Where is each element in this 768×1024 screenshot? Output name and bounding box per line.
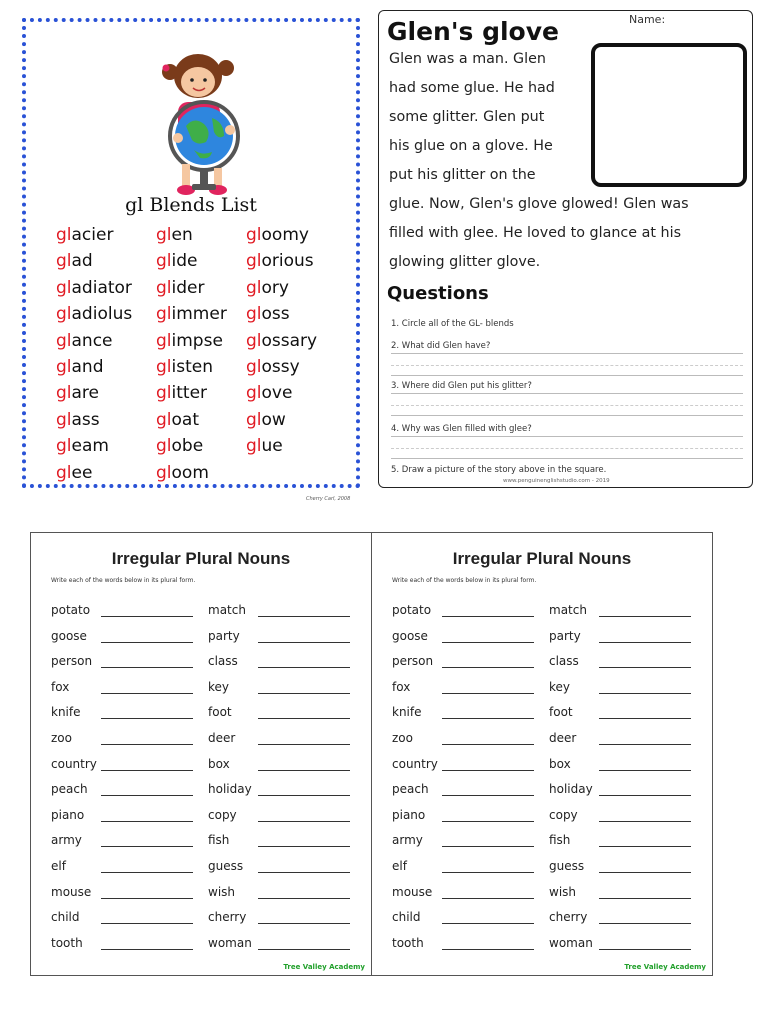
gl-word [246, 407, 317, 433]
plural-instructions: Write each of the words below in its plural form. [392, 577, 537, 584]
gl-word [156, 407, 227, 433]
girl-with-globe-illustration [154, 46, 244, 202]
gl-word-ending: ossy [261, 356, 300, 377]
plural-instructions: Write each of the words below in its plural form. [51, 577, 196, 584]
gl-word-ending: oat [171, 409, 199, 430]
plural-word: party [549, 628, 581, 643]
plural-answer-line[interactable] [442, 795, 534, 796]
plural-word: child [51, 910, 80, 925]
answer-line[interactable] [391, 353, 743, 354]
gl-list-credit: Cherry Carl, 2008 [306, 496, 351, 502]
gl-prefix: gl [246, 251, 262, 272]
gl-word [246, 275, 317, 301]
plural-answer-line[interactable] [599, 693, 691, 694]
school-footer: Tree Valley Academy [283, 963, 365, 971]
gl-word-ending: oomy [261, 225, 309, 245]
plural-answer-line[interactable] [258, 744, 350, 745]
plural-answer-line[interactable] [101, 821, 193, 822]
gl-prefix: gl [56, 277, 72, 298]
plural-answer-line[interactable] [101, 846, 193, 847]
plural-word: box [208, 756, 230, 771]
gl-word-ending: ossary [261, 330, 318, 351]
gl-prefix: gl [156, 462, 172, 483]
gl-word-ending: ass [71, 409, 100, 430]
plural-answer-line[interactable] [599, 872, 691, 873]
plural-answer-line[interactable] [258, 770, 350, 771]
plural-word: key [208, 679, 230, 694]
drawing-square[interactable] [591, 43, 747, 187]
gl-prefix: gl [56, 462, 72, 483]
gl-prefix: gl [246, 330, 262, 351]
answer-line[interactable] [391, 415, 743, 416]
plural-answer-line[interactable] [442, 898, 534, 899]
question-3: 3. Where did Glen put his glitter? [391, 381, 532, 391]
gl-prefix: gl [156, 251, 172, 272]
gl-word-ending: ider [171, 277, 205, 298]
plural-answer-line[interactable] [442, 770, 534, 771]
plural-word: key [549, 679, 571, 694]
gl-prefix: gl [156, 225, 172, 245]
plural-answer-line[interactable] [258, 667, 350, 668]
plural-answer-line[interactable] [599, 616, 691, 617]
plural-word: deer [208, 731, 236, 745]
plural-word: piano [51, 807, 85, 822]
answer-guide-line [391, 405, 743, 406]
plural-answer-line[interactable] [101, 923, 193, 924]
plural-answer-line[interactable] [258, 949, 350, 950]
answer-guide-line [391, 448, 743, 449]
answer-line[interactable] [391, 375, 743, 376]
gl-word [246, 380, 317, 406]
plural-worksheet-left [30, 532, 372, 976]
plural-word: elf [51, 859, 66, 873]
gl-word [56, 222, 132, 248]
story-line: put his glitter on the [389, 167, 536, 183]
plural-answer-line[interactable] [599, 795, 691, 796]
worksheet-footer-url: www.penguinenglishstudio.com - 2019 [503, 478, 610, 484]
plural-word: box [549, 756, 571, 771]
gl-word [156, 222, 227, 248]
plural-answer-line[interactable] [599, 770, 691, 771]
gl-word-ending: ee [71, 462, 93, 483]
plural-word: goose [51, 628, 87, 643]
plural-word: cherry [208, 910, 247, 925]
story-line: filled with glee. He loved to glance at his [389, 225, 682, 241]
plural-answer-line[interactable] [101, 718, 193, 719]
gl-prefix: gl [156, 409, 172, 430]
gl-word-ending: ance [71, 330, 113, 351]
gl-word-ending: adiator [71, 277, 132, 298]
plural-answer-line[interactable] [442, 642, 534, 643]
gl-word [246, 301, 317, 327]
plural-word: tooth [392, 935, 424, 950]
gl-word-ending: ory [261, 277, 289, 298]
gl-word [246, 433, 317, 459]
plural-word: class [208, 654, 238, 669]
gl-word-ending: immer [171, 304, 227, 325]
gl-blends-card [22, 18, 360, 488]
gl-word [156, 248, 227, 274]
gl-word-ending: adiolus [71, 304, 133, 325]
gl-word [56, 301, 132, 327]
plural-word: army [51, 833, 82, 848]
plural-answer-line[interactable] [442, 821, 534, 822]
plural-word: foot [549, 705, 573, 720]
plural-answer-line[interactable] [258, 693, 350, 694]
plural-answer-line[interactable] [258, 923, 350, 924]
plural-answer-line[interactable] [258, 872, 350, 873]
plural-worksheet-title: Irregular Plural Nouns [452, 549, 632, 568]
gl-prefix: gl [246, 277, 262, 298]
story-line: had some glue. He had [389, 80, 555, 96]
plural-word: deer [549, 731, 577, 745]
gl-prefix: gl [56, 436, 72, 457]
gl-word-ending: oom [171, 462, 209, 483]
story-title: Glen's glove [387, 17, 559, 46]
plural-answer-line[interactable] [442, 693, 534, 694]
plural-answer-line[interactable] [101, 795, 193, 796]
plural-word: person [51, 654, 93, 669]
gl-prefix: gl [156, 436, 172, 457]
plural-word: potato [392, 603, 432, 617]
plural-answer-line[interactable] [101, 693, 193, 694]
gl-word-ending: ad [71, 251, 93, 272]
gl-word-ending: obe [171, 436, 204, 457]
questions-heading: Questions [387, 283, 489, 304]
gl-word [246, 354, 317, 380]
plural-word: copy [549, 807, 578, 822]
plural-word: child [392, 910, 421, 925]
gl-word-ending: eam [71, 436, 109, 457]
gl-word [156, 354, 227, 380]
gl-prefix: gl [56, 304, 72, 325]
gl-word [156, 433, 227, 459]
story-line: his glue on a glove. He [389, 138, 553, 154]
gl-prefix: gl [56, 330, 72, 351]
answer-line[interactable] [391, 393, 743, 394]
plural-word: copy [208, 807, 237, 822]
name-label: Name: [629, 13, 666, 26]
plural-answer-line[interactable] [599, 667, 691, 668]
plural-word: cherry [549, 910, 588, 925]
gl-word-ending: isten [171, 356, 213, 377]
plural-answer-line[interactable] [101, 616, 193, 617]
plural-answer-line[interactable] [442, 744, 534, 745]
plural-word: peach [51, 782, 88, 797]
plural-answer-line[interactable] [101, 949, 193, 950]
gl-word [246, 222, 317, 248]
plural-word: party [208, 628, 240, 643]
plural-word: holiday [549, 782, 593, 797]
gl-word [56, 380, 132, 406]
plural-answer-line[interactable] [442, 667, 534, 668]
plural-word: zoo [51, 731, 72, 745]
plural-word: piano [392, 807, 426, 822]
plural-answer-line[interactable] [101, 744, 193, 745]
plural-word: match [208, 603, 246, 617]
gl-word-ending: ove [261, 383, 293, 404]
story-line: Glen was a man. Glen [389, 51, 546, 67]
gl-word [56, 275, 132, 301]
plural-answer-line[interactable] [599, 744, 691, 745]
plural-word: country [392, 756, 438, 771]
gl-word-ending: ow [261, 409, 286, 430]
gl-word [246, 328, 317, 354]
plural-word: country [51, 756, 97, 771]
gl-prefix: gl [246, 383, 262, 404]
gl-prefix: gl [56, 409, 72, 430]
plural-word: mouse [392, 884, 433, 899]
plural-answer-line[interactable] [442, 949, 534, 950]
gl-word [156, 275, 227, 301]
plural-answer-line[interactable] [599, 821, 691, 822]
plural-answer-line[interactable] [101, 770, 193, 771]
plural-word: wish [208, 884, 236, 899]
plural-word: elf [392, 859, 407, 873]
gl-word [56, 460, 132, 486]
gl-prefix: gl [246, 436, 262, 457]
plural-answer-line[interactable] [599, 718, 691, 719]
plural-word: peach [392, 782, 429, 797]
story-line: glowing glitter glove. [389, 254, 541, 270]
story-line: some glitter. Glen put [389, 109, 545, 125]
plural-word: wish [549, 884, 577, 899]
gl-word [156, 301, 227, 327]
plural-word: knife [51, 705, 81, 720]
plural-answer-line[interactable] [258, 642, 350, 643]
gl-prefix: gl [56, 356, 72, 377]
story-line: glue. Now, Glen's glove glowed! Glen was [389, 196, 689, 212]
gl-prefix: gl [56, 225, 72, 245]
plural-answer-line[interactable] [101, 642, 193, 643]
gl-prefix: gl [156, 383, 172, 404]
gl-prefix: gl [156, 277, 172, 298]
plural-word: mouse [51, 884, 92, 899]
plural-answer-line[interactable] [599, 923, 691, 924]
gl-word [56, 328, 132, 354]
gl-prefix: gl [246, 356, 262, 377]
gl-word [156, 460, 227, 486]
plural-word: zoo [392, 731, 413, 745]
gl-word-ending: and [71, 356, 104, 377]
gl-word [156, 328, 227, 354]
plural-word: foot [208, 705, 232, 720]
plural-answer-line[interactable] [258, 821, 350, 822]
answer-line[interactable] [391, 458, 743, 459]
glens-glove-card [378, 10, 753, 488]
plural-word: goose [392, 628, 428, 643]
plural-answer-line[interactable] [599, 846, 691, 847]
plural-word: fox [51, 679, 70, 694]
plural-answer-line[interactable] [599, 642, 691, 643]
gl-prefix: gl [56, 383, 72, 404]
gl-word [56, 354, 132, 380]
plural-word: guess [549, 859, 585, 873]
plural-answer-line[interactable] [599, 898, 691, 899]
plural-word: woman [208, 935, 252, 950]
plural-word: knife [392, 705, 422, 720]
question-1: 1. Circle all of the GL- blends [391, 319, 514, 329]
gl-word-ending: itter [171, 383, 208, 404]
plural-answer-line[interactable] [101, 667, 193, 668]
plural-answer-line[interactable] [258, 846, 350, 847]
gl-word-ending: oss [261, 304, 290, 325]
gl-word [56, 433, 132, 459]
gl-word-ending: orious [261, 251, 314, 272]
gl-word-column-2 [156, 222, 227, 486]
gl-prefix: gl [156, 330, 172, 351]
plural-word: holiday [208, 782, 252, 797]
plural-word: tooth [51, 935, 83, 950]
gl-word-ending: en [171, 225, 193, 245]
gl-prefix: gl [156, 356, 172, 377]
gl-prefix: gl [246, 409, 262, 430]
plural-word: match [549, 603, 587, 617]
plural-answer-line[interactable] [101, 872, 193, 873]
gl-word-ending: acier [71, 225, 114, 245]
question-2: 2. What did Glen have? [391, 341, 491, 351]
plural-answer-line[interactable] [258, 616, 350, 617]
gl-word [56, 407, 132, 433]
gl-prefix: gl [56, 251, 72, 272]
plural-answer-line[interactable] [442, 923, 534, 924]
plural-word: person [392, 654, 434, 669]
plural-word: fox [392, 679, 411, 694]
plural-answer-line[interactable] [442, 872, 534, 873]
gl-word-ending: impse [171, 330, 223, 351]
answer-line[interactable] [391, 436, 743, 437]
question-4: 4. Why was Glen filled with glee? [391, 424, 532, 434]
gl-list-title: gl Blends List [125, 194, 257, 216]
plural-answer-line[interactable] [258, 718, 350, 719]
plural-answer-line[interactable] [101, 898, 193, 899]
gl-prefix: gl [246, 225, 262, 245]
plural-word: woman [549, 935, 593, 950]
plural-answer-line[interactable] [258, 795, 350, 796]
plural-answer-line[interactable] [442, 718, 534, 719]
plural-word: guess [208, 859, 244, 873]
plural-answer-line[interactable] [442, 846, 534, 847]
gl-prefix: gl [156, 304, 172, 325]
plural-word: class [549, 654, 579, 669]
plural-worksheet-title: Irregular Plural Nouns [111, 549, 291, 568]
gl-prefix: gl [246, 304, 262, 325]
plural-answer-line[interactable] [599, 949, 691, 950]
gl-word-column-3 [246, 222, 317, 460]
school-footer: Tree Valley Academy [624, 963, 706, 971]
plural-answer-line[interactable] [258, 898, 350, 899]
plural-word: fish [549, 833, 571, 848]
gl-word-ending: are [71, 383, 100, 404]
gl-word-ending: ide [171, 251, 198, 272]
answer-guide-line [391, 365, 743, 366]
gl-word [56, 248, 132, 274]
question-5: 5. Draw a picture of the story above in the square. [391, 465, 607, 475]
gl-word [156, 380, 227, 406]
plural-word: army [392, 833, 423, 848]
plural-answer-line[interactable] [442, 616, 534, 617]
plural-worksheet-right [371, 532, 713, 976]
gl-word [246, 248, 317, 274]
plural-word: fish [208, 833, 230, 848]
plural-word: potato [51, 603, 91, 617]
gl-word-column-1 [56, 222, 132, 486]
gl-word-ending: ue [261, 436, 283, 457]
